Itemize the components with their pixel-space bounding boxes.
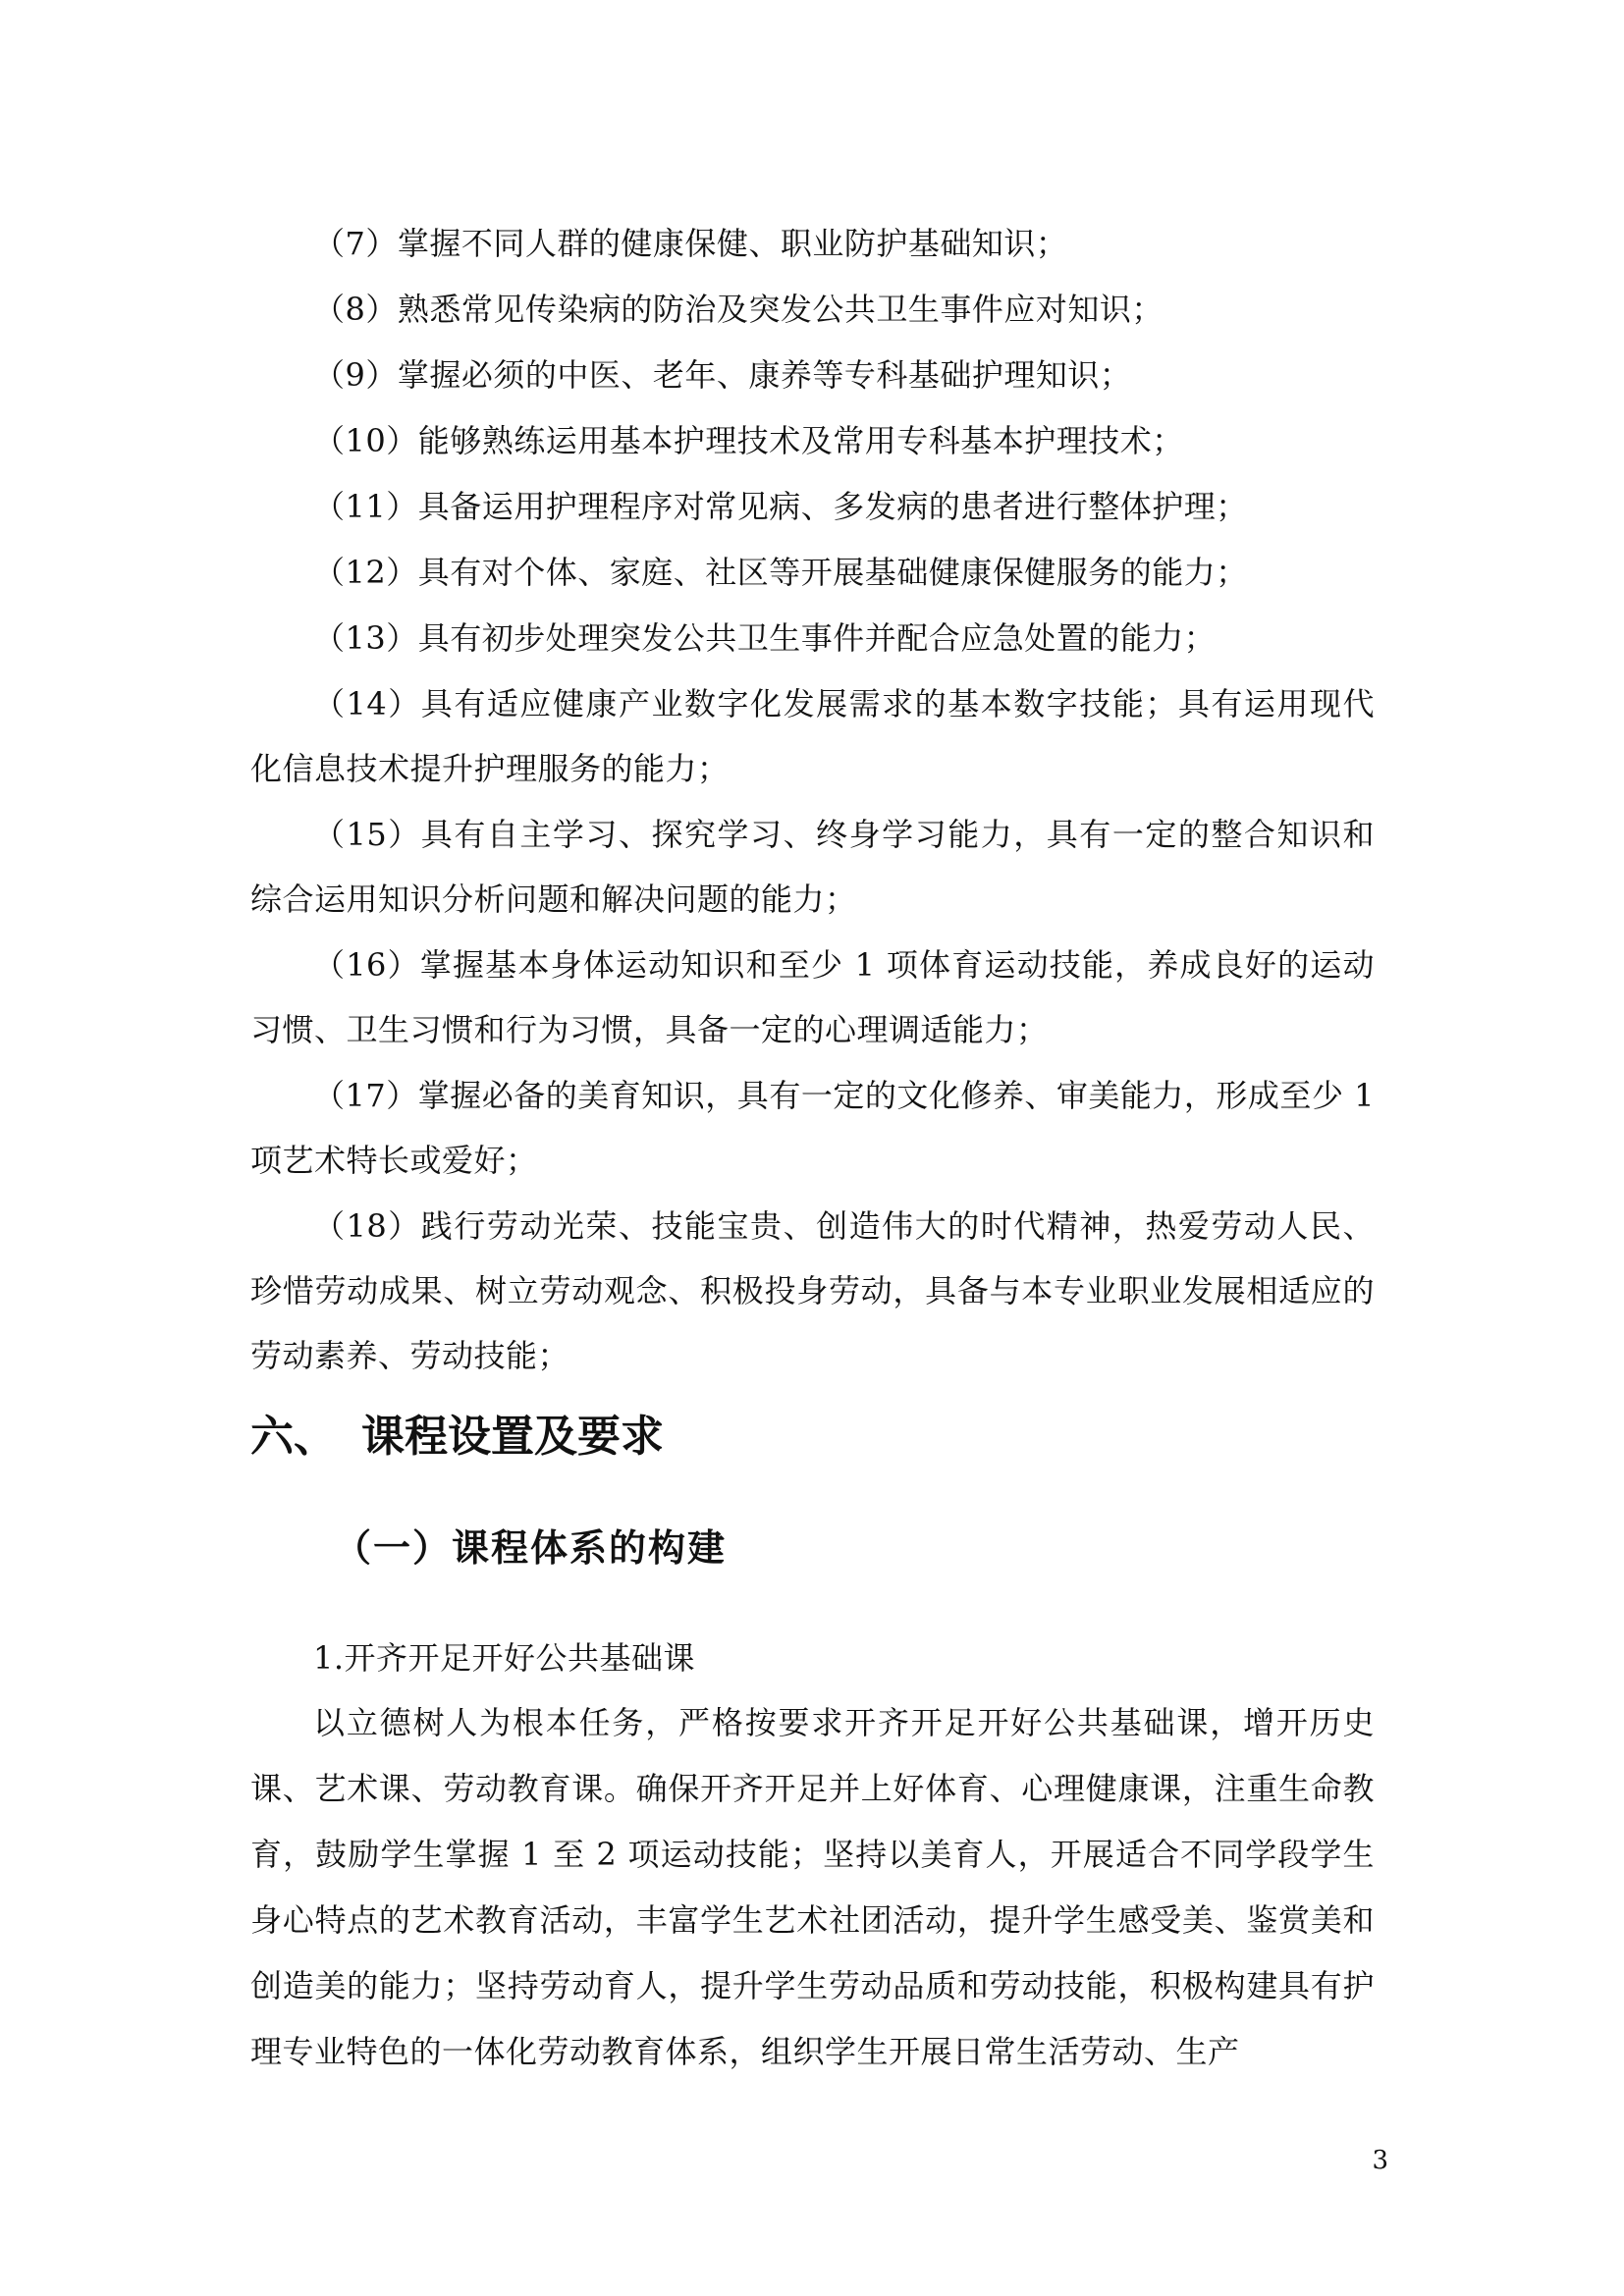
requirement-item-13: （13）具有初步处理突发公共卫生事件并配合应急处置的能力； bbox=[313, 619, 1217, 657]
requirement-item-7: （7）掌握不同人群的健康保健、职业防护基础知识； bbox=[313, 225, 1068, 262]
requirement-item-18: （18）践行劳动光荣、技能宝贵、创造伟大的时代精神，热爱劳动人民、珍惜劳动成果、树立劳动观念、积极投身劳动，具备与本专业职业发展相适应的劳动素养、劳动技能； bbox=[250, 1207, 1375, 1374]
requirement-item-15: （15）具有自主学习、探究学习、终身学习能力，具有一定的整合知识和综合运用知识分析问题和解决问题的能力； bbox=[250, 816, 1375, 918]
page-number: 3 bbox=[1372, 2146, 1388, 2175]
requirement-item-11: （11）具备运用护理程序对常见病、多发病的患者进行整体护理； bbox=[313, 488, 1248, 525]
section-title: 课程设置及要求 bbox=[361, 1412, 664, 1462]
body-paragraph: 以立德树人为根本任务，严格按要求开齐开足开好公共基础课，增开历史课、艺术课、劳动教育课。确保开齐开足并上好体育、心理健康课，注重生命教育，鼓励学生掌握 1 至 2 项运动技能；坚持以美育人，开展适合不同学段学生身心特点的艺术教育活动，丰富学生艺术社团活动，提升学生感受美、鉴赏美和创造美的能力；坚持劳动育人，提升学生劳动品质和劳动技能，积极构建具有护理专业特色的一体化劳动教育体系，组织学生开展日常生活劳动、生产 bbox=[250, 1704, 1375, 2070]
subsubsection-title: 1.开齐开足开好公共基础课 bbox=[313, 1639, 696, 1677]
requirement-item-17: （17）掌握必备的美育知识，具有一定的文化修养、审美能力，形成至少 1 项艺术特长或爱好； bbox=[250, 1077, 1375, 1179]
requirement-item-8: （8）熟悉常见传染病的防治及突发公共卫生事件应对知识； bbox=[313, 291, 1164, 328]
requirement-item-14: （14）具有适应健康产业数字化发展需求的基本数字技能；具有运用现代化信息技术提升护理服务的能力； bbox=[250, 685, 1375, 787]
section-number: 六、 bbox=[250, 1412, 337, 1462]
section-heading bbox=[250, 1406, 664, 1468]
subsection-heading: （一）课程体系的构建 bbox=[334, 1526, 728, 1570]
requirement-item-16: （16）掌握基本身体运动知识和至少 1 项体育运动技能，养成良好的运动习惯、卫生习惯和行为习惯，具备一定的心理调适能力； bbox=[250, 946, 1375, 1048]
requirements-list bbox=[250, 211, 1375, 1389]
requirement-item-12: （12）具有对个体、家庭、社区等开展基础健康保健服务的能力； bbox=[313, 554, 1248, 591]
requirement-item-10: （10）能够熟练运用基本护理技术及常用专科基本护理技术； bbox=[313, 422, 1184, 459]
subsection-body bbox=[250, 1626, 1375, 2086]
requirement-item-9: （9）掌握必须的中医、老年、康养等专科基础护理知识； bbox=[313, 356, 1132, 394]
